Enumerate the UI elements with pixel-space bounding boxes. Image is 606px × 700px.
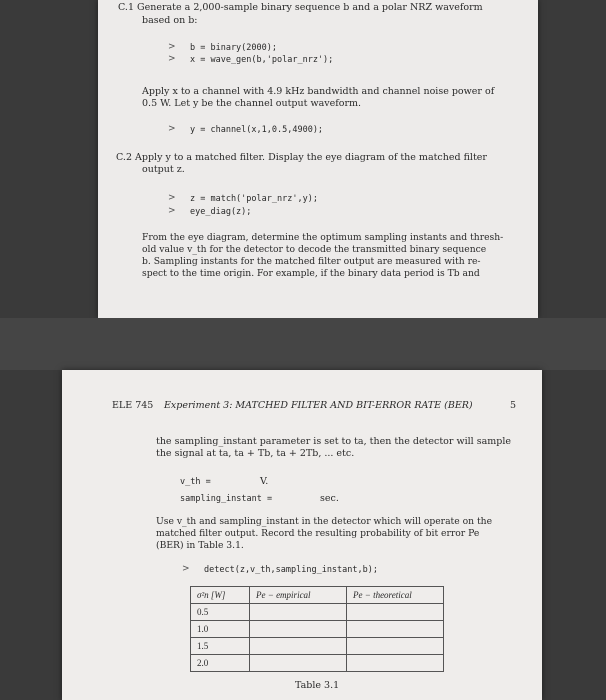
prompt-symbol: > xyxy=(168,193,176,203)
header-course: ELE 745 xyxy=(112,400,154,411)
table-row xyxy=(191,604,444,621)
table-cell-empirical[interactable] xyxy=(250,621,347,638)
table-cell-empirical[interactable] xyxy=(250,604,347,621)
table-cell-noise: 1.0 xyxy=(191,621,250,638)
table-cell-noise: 1.5 xyxy=(191,638,250,655)
table-cell-empirical[interactable] xyxy=(250,638,347,655)
eye-diagram-paragraph xyxy=(142,232,503,280)
prompt-symbol: > xyxy=(182,564,190,574)
paragraph-line: (BER) in Table 3.1. xyxy=(156,540,244,551)
paragraph-line: From the eye diagram, determine the optimum sampling instants and thresh- xyxy=(142,232,504,243)
prompt-symbol: > xyxy=(168,54,176,64)
code-line-2: x = wave_gen(b,'polar_nrz'); xyxy=(190,55,334,65)
sampling-line-2: the signal at ta, ta + Tb, ta + 2Tb, ... etc. xyxy=(156,448,355,459)
table-cell-empirical[interactable] xyxy=(250,655,347,672)
page-gap xyxy=(0,318,606,370)
table-cell-theoretical[interactable] xyxy=(347,638,444,655)
page-number: 5 xyxy=(510,400,517,411)
table-row xyxy=(191,655,444,672)
prompt-symbol: > xyxy=(168,124,176,134)
code-line-6: detect(z,v_th,sampling_instant,b); xyxy=(204,565,378,575)
c2-line-1: C.2 Apply y to a matched filter. Display the eye diagram of the matched filter xyxy=(116,152,487,163)
code-line-3: y = channel(x,1,0.5,4900); xyxy=(190,125,324,135)
prompt-symbol: > xyxy=(168,42,176,52)
table-cell-noise: 2.0 xyxy=(191,655,250,672)
paragraph-line: old value v_th for the detector to decode the transmitted binary sequence xyxy=(142,244,487,255)
apply-line-1: Apply x to a channel with 4.9 kHz bandwidth and channel noise power of xyxy=(142,86,495,97)
table-row xyxy=(191,638,444,655)
table-row xyxy=(191,621,444,638)
sampling-line-1: the sampling_instant parameter is set to ta, then the detector will sample xyxy=(156,436,512,447)
table-header-noise-power: σ²n [W] xyxy=(191,587,250,604)
vth-label: v_th = xyxy=(180,477,211,487)
code-line-4: z = match('polar_nrz',y); xyxy=(190,194,318,204)
table-cell-noise: 0.5 xyxy=(191,604,250,621)
results-table xyxy=(190,586,444,672)
paragraph-line: matched filter output. Record the resulting probability of bit error Pe xyxy=(156,528,480,539)
sampling-instant-unit: sec. xyxy=(320,493,339,504)
c1-line-1: C.1 Generate a 2,000-sample binary sequence b and a polar NRZ waveform xyxy=(118,2,483,13)
table-header-pe-empirical: Pe − empirical xyxy=(250,587,347,604)
c1-line-2: based on b: xyxy=(142,15,198,26)
c2-line-2: output z. xyxy=(142,164,185,175)
header-title: Experiment 3: MATCHED FILTER AND BIT-ERROR RATE (BER) xyxy=(164,400,473,411)
table-caption: Table 3.1 xyxy=(295,680,340,691)
paragraph-line: b. Sampling instants for the matched filter output are measured with re- xyxy=(142,256,481,267)
code-line-1: b = binary(2000); xyxy=(190,43,277,53)
prompt-symbol: > xyxy=(168,206,176,216)
use-paragraph xyxy=(156,516,492,552)
paragraph-line: spect to the time origin. For example, if the binary data period is Tb and xyxy=(142,268,480,279)
table-header-pe-theoretical: Pe − theoretical xyxy=(347,587,444,604)
table-cell-theoretical[interactable] xyxy=(347,655,444,672)
vth-unit: V. xyxy=(260,476,269,487)
apply-line-2: 0.5 W. Let y be the channel output waveform. xyxy=(142,98,362,109)
code-line-5: eye_diag(z); xyxy=(190,207,252,217)
table-cell-theoretical[interactable] xyxy=(347,604,444,621)
table-header-row xyxy=(191,587,444,604)
table-cell-theoretical[interactable] xyxy=(347,621,444,638)
sampling-instant-label: sampling_instant = xyxy=(180,494,273,504)
paragraph-line: Use v_th and sampling_instant in the detector which will operate on the xyxy=(156,516,493,527)
